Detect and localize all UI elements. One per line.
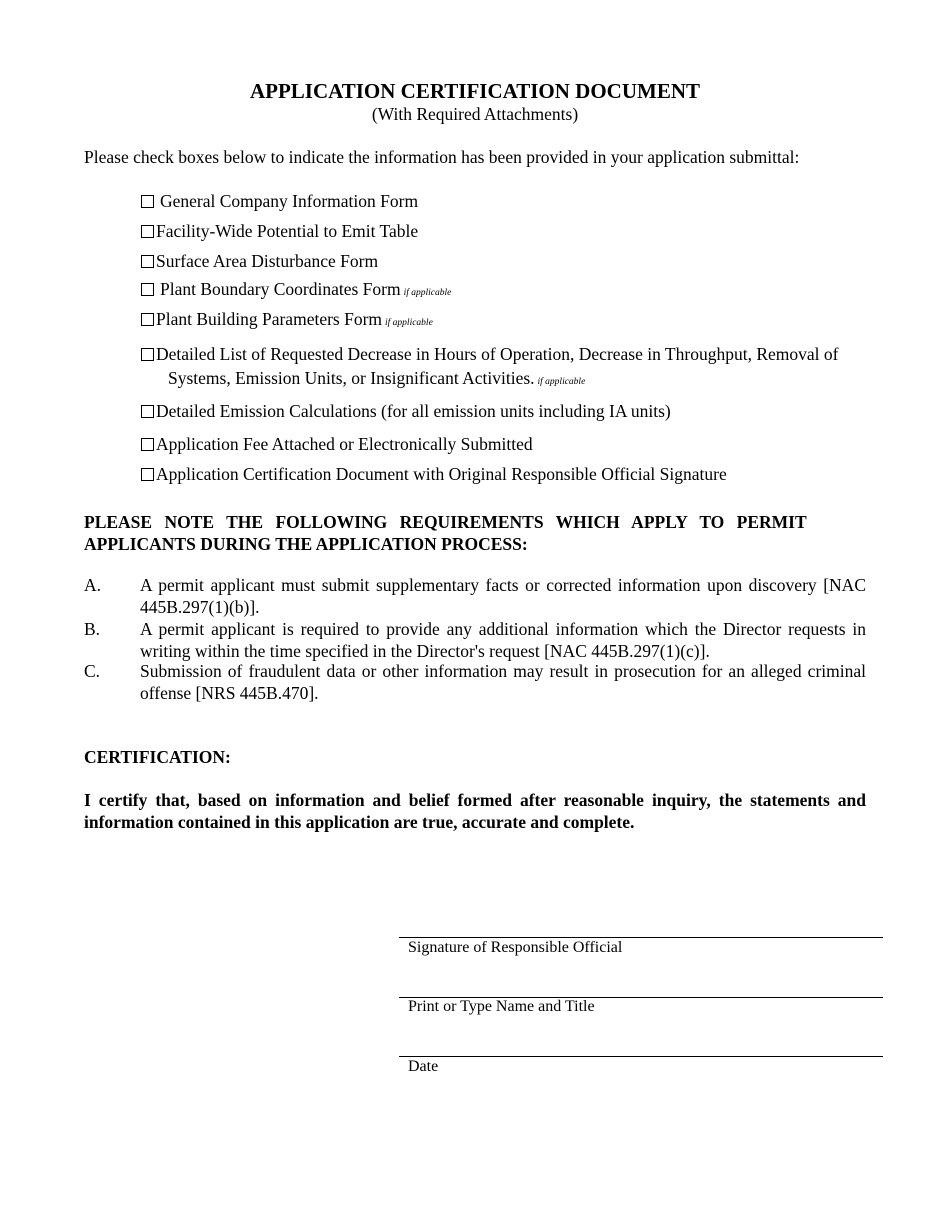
if-applicable-note: if applicable xyxy=(403,288,452,298)
checklist-item-label-continued: Systems, Emission Units, or Insignificant Activities. xyxy=(168,368,535,388)
requirement-item xyxy=(84,660,866,704)
requirement-item xyxy=(84,618,866,662)
checklist-item xyxy=(141,190,418,212)
checkbox-application-fee[interactable] xyxy=(141,438,154,451)
checklist-item xyxy=(141,220,418,242)
checklist-item xyxy=(141,400,671,422)
date-label: Date xyxy=(408,1058,439,1075)
requirements-heading xyxy=(84,511,866,555)
checkbox-general-company-info[interactable] xyxy=(141,195,154,208)
checkbox-requested-decrease-list[interactable] xyxy=(141,348,154,361)
checklist-item-label: Plant Building Parameters Form xyxy=(156,309,383,329)
requirements-heading-line: PLEASE NOTE THE FOLLOWING REQUIREMENTS WHICH APPLY TO PERMIT xyxy=(84,512,807,532)
signature-label: Signature of Responsible Official xyxy=(408,939,623,956)
checklist-item-label: Detailed List of Requested Decrease in Hours of Operation, Decrease in Throughput, Removal of xyxy=(156,344,839,364)
checklist-item-label: Facility-Wide Potential to Emit Table xyxy=(156,221,419,241)
checklist-item xyxy=(141,308,433,334)
checklist-item xyxy=(141,433,533,455)
document-title: APPLICATION CERTIFICATION DOCUMENT xyxy=(249,79,700,103)
checkbox-facility-wide-pte[interactable] xyxy=(141,225,154,238)
document-subtitle: (With Required Attachments) xyxy=(371,104,579,124)
if-applicable-note: if applicable xyxy=(537,377,586,387)
requirements-heading-line: APPLICANTS DURING THE APPLICATION PROCESS: xyxy=(84,534,528,554)
requirement-marker: C. xyxy=(84,661,101,681)
instructions-text: Please check boxes below to indicate the information has been provided in your application submittal: xyxy=(84,147,800,167)
date-line[interactable] xyxy=(399,1056,883,1057)
checklist-item xyxy=(141,278,451,304)
requirement-text: A permit applicant must submit supplementary facts or corrected information upon discovery [NAC 445B.297(1)(b)]. xyxy=(140,575,866,617)
checklist-item xyxy=(141,342,901,394)
checkbox-surface-area-disturbance[interactable] xyxy=(141,255,154,268)
checklist-item-label: Surface Area Disturbance Form xyxy=(156,251,379,271)
requirement-text: A permit applicant is required to provide any additional information which the Director requests in writing within the time specified in the Director's request [NAC 445B.297(1)(c)]. xyxy=(140,619,866,661)
name-title-label: Print or Type Name and Title xyxy=(408,998,595,1015)
checkbox-application-certification-document[interactable] xyxy=(141,468,154,481)
checklist-item xyxy=(141,463,727,485)
checkbox-plant-boundary-coordinates[interactable] xyxy=(141,283,154,296)
checkbox-detailed-emission-calculations[interactable] xyxy=(141,405,154,418)
requirement-marker: B. xyxy=(84,619,101,639)
certification-statement: I certify that, based on information and belief formed after reasonable inquiry, the statements and information contained in this application are true, accurate and complete. xyxy=(84,790,866,832)
requirement-text: Submission of fraudulent data or other information may result in prosecution for an alleged criminal offense [NRS 445B.470]. xyxy=(140,661,866,703)
checklist-item-label: Detailed Emission Calculations (for all emission units including IA units) xyxy=(156,401,671,421)
checkbox-plant-building-parameters[interactable] xyxy=(141,313,154,326)
if-applicable-note: if applicable xyxy=(385,318,433,328)
checklist-item-label: General Company Information Form xyxy=(160,191,419,211)
checklist-item xyxy=(141,250,378,272)
checklist-item-label: Plant Boundary Coordinates Form xyxy=(160,279,401,299)
requirement-item xyxy=(84,574,866,618)
checklist-item-label: Application Fee Attached or Electronically Submitted xyxy=(156,434,533,454)
checklist-item-label: Application Certification Document with Original Responsible Official Signature xyxy=(156,464,727,484)
certification-heading: CERTIFICATION: xyxy=(84,747,231,767)
requirement-marker: A. xyxy=(84,575,102,595)
